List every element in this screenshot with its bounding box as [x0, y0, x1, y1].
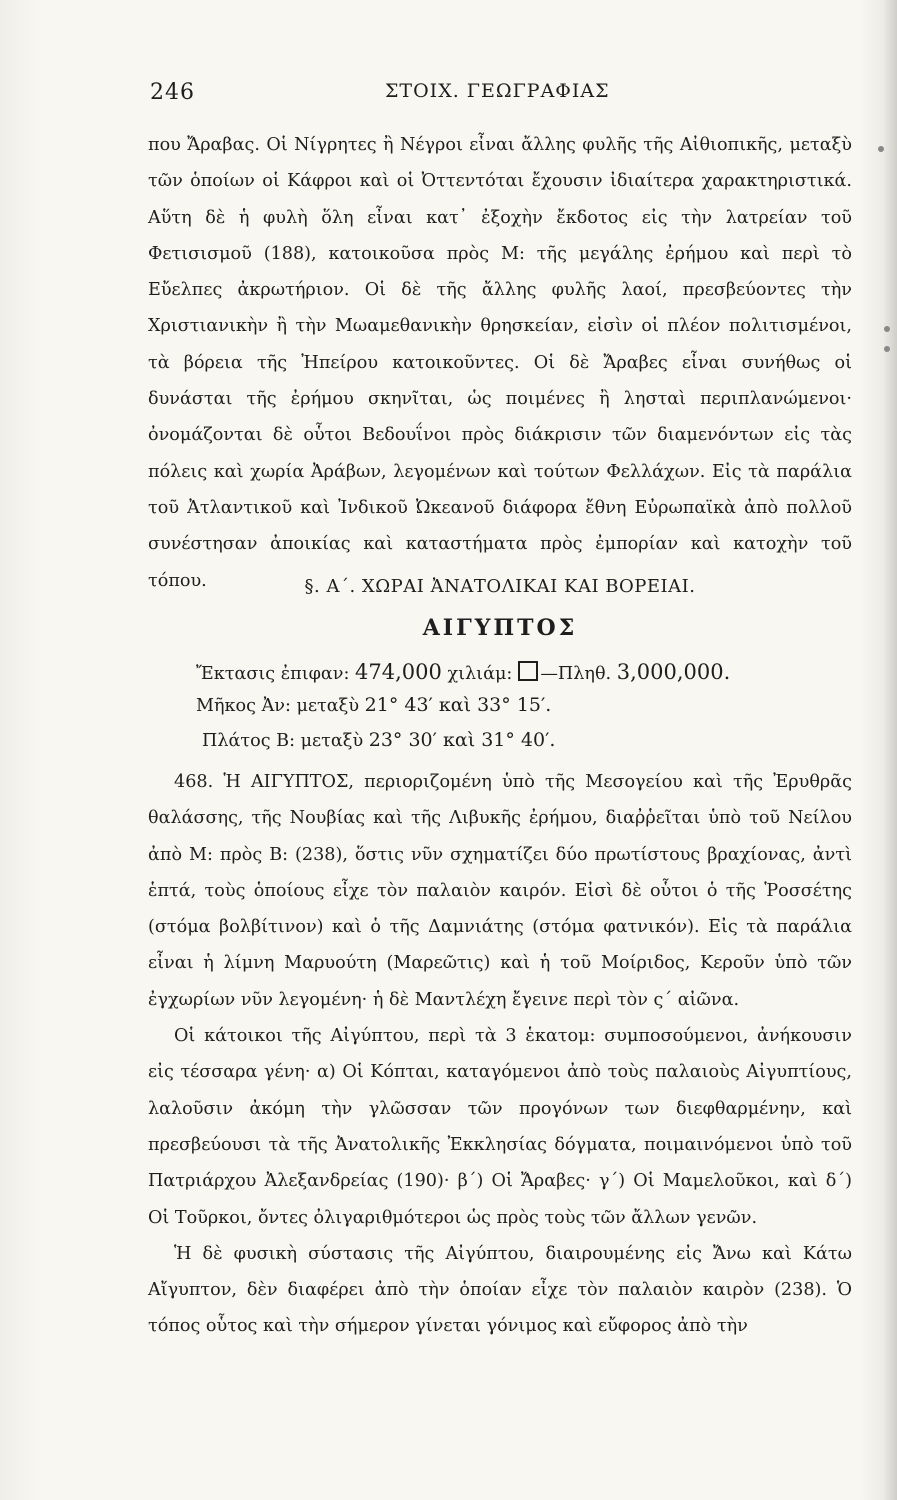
section-heading: §. Α΄. ΧΩΡΑΙ ἈΝΑΤΟΛΙΚΑΙ ΚΑΙ ΒΟΡΕΙΑΙ.	[304, 576, 696, 597]
latitude-label: Πλάτος Β: μεταξὺ	[202, 731, 364, 751]
area-label: Ἔκτασις ἐπιφαν:	[196, 664, 350, 684]
population-label: —Πληθ.	[540, 664, 612, 684]
intro-paragraph: που Ἄραβας. Οἱ Νίγρητες ἢ Νέγροι εἶναι ἄλλης φυλῆς τῆς Αἰθιοπικῆς, μεταξὺ τῶν ὁποίων οἱ Κάφροι καὶ οἱ Ὀττεντόται ἔχουσιν ἰδιαίτερα χαρακτηριστικά. Αὕτη δὲ ἡ φυλὴ ὅλη εἶναι κατ᾽ ἐξοχὴν ἔκδοτος εἰς τὴν λατρείαν τοῦ Φετισισμοῦ (188), κατοικοῦσα πρὸς Μ: τῆς μεγάλης ἐρήμου καὶ περὶ τὸ Εὔελπες ἀκρωτήριον. Οἱ δὲ τῆς ἄλλης φυλῆς λαοί, πρεσβεύοντες τὴν Χριστιανικὴν ἢ τὴν Μωαμεθανικὴν θρησκείαν, εἰσὶν οἱ πλέον πολιτισμένοι, τὰ βόρεια τῆς Ἠπείρου κατοικοῦντες. Οἱ δὲ Ἄραβες εἶναι συνήθως οἱ δυνάσται τῆς ἐρήμου σκηνῖται, ὡς ποιμένες ἢ λησταὶ περιπλανώμενοι· ὀνομάζονται δὲ οὗτοι Βεδουΐνοι πρὸς διάκρισιν τῶν διαμενόντων εἰς τὰς πόλεις καὶ χωρία Ἀράβων, λεγομένων καὶ τούτων Φελλάχων. Εἰς τὰ παράλια τοῦ Ἀτλαντικοῦ καὶ Ἰνδικοῦ Ὠκεανοῦ διάφορα ἔθνη Εὐρωπαϊκὰ ἀπὸ πολλοῦ συνέστησαν ἀποικίας καὶ καταστήματα πρὸς ἐμπορίαν καὶ κατοχὴν τοῦ τόπου.	[148, 135, 852, 591]
population-value: 3,000,000.	[616, 660, 731, 684]
stats-latitude-line	[202, 729, 555, 751]
paper-speck	[884, 346, 890, 352]
paragraph-inhabitants: Οἱ κάτοικοι τῆς Αἰγύπτου, περὶ τὰ 3 ἑκατομ: συμποσούμενοι, ἀνήκουσιν εἰς τέσσαρα γένη· α) Οἱ Κόπται, καταγόμενοι ἀπὸ τοὺς παλαιοὺς Αἰγυπτίους, λαλοῦσιν ἀκόμη τὴν γλῶσσαν τῶν προγόνων των διεφθαρμένην, καὶ πρεσβεύουσι τὰ τῆς Ἀνατολικῆς Ἐκκλησίας δόγματα, ποιμαινόμενοι ὑπὸ τοῦ Πατριάρχου Ἀλεξανδρείας (190)· β΄) Οἱ Ἄραβες· γ΄) Οἱ Μαμελοῦκοι, καὶ δ΄) Οἱ Τοῦρκοι, ὄντες ὀλιγαριθμότεροι ὡς πρὸς τοὺς τῶν ἄλλων γενῶν.	[148, 1026, 852, 1228]
latitude-value: 23° 30′ καὶ 31° 40′.	[368, 729, 556, 751]
length-label: Μῆκος Ἀν: μεταξὺ	[196, 696, 360, 716]
paper-speck	[878, 146, 884, 152]
square-symbol-icon	[518, 661, 538, 681]
running-title: ΣΤΟΙΧ. ΓΕΩΓΡΑΦΙΑΣ	[385, 80, 610, 102]
main-text-block	[148, 764, 852, 1345]
page-number: 246	[150, 80, 195, 105]
intro-paragraph-block	[148, 127, 852, 599]
length-value: 21° 43′ καὶ 33° 15′.	[364, 694, 552, 716]
area-value: 474,000	[355, 660, 442, 684]
paragraph-physical: Ἡ δὲ φυσικὴ σύστασις τῆς Αἰγύπτου, διαιρουμένης εἰς Ἄνω καὶ Κάτω Αἴγυπτον, δὲν διαφέρει ἀπὸ τὴν ὁποίαν εἶχε τὸν παλαιὸν καιρὸν (238). Ὁ τόπος οὗτος καὶ τὴν σήμερον γίνεται γόνιμος καὶ εὔφορος ἀπὸ τὴν	[148, 1243, 852, 1337]
stats-length-line	[196, 694, 551, 716]
page-edge-shadow	[883, 0, 897, 1500]
paragraph-468: 468. Ἡ ΑΙΓΥΠΤΟΣ, περιοριζομένη ὑπὸ τῆς Μεσογείου καὶ τῆς Ἐρυθρᾶς θαλάσσης, τῆς Νουβίας καὶ τῆς Λιβυκῆς ἐρήμου, διαῤῥεῖται ὑπὸ τοῦ Νείλου ἀπὸ Μ: πρὸς Β: (238), ὅστις νῦν σχηματίζει δύο πρωτίστους βραχίονας, ἀντὶ ἑπτά, τοὺς ὁποίους εἶχε τὸν παλαιὸν καιρόν. Εἰσὶ δὲ οὗτοι ὁ τῆς Ῥοσσέτης (στόμα βολβίτινον) καὶ ὁ τῆς Δαμνιάτης (στόμα φατνικόν). Εἰς τὰ παράλια εἶναι ἡ λίμνη Μαρυούτη (Μαρεῶτις) καὶ ἡ τοῦ Μοίριδος, Κεροῦν ὑπὸ τῶν ἐγχωρίων νῦν λεγομένη· ἡ δὲ Μαντλέχη ἔγεινε περὶ τὸν ς΄ αἰῶνα.	[148, 772, 852, 1010]
page-header	[150, 80, 850, 110]
country-title: ΑΙΓΥΠΤΟΣ	[422, 615, 578, 641]
paper-speck	[884, 326, 890, 332]
area-unit: χιλιάμ:	[447, 664, 513, 684]
stats-area-line	[196, 660, 730, 684]
